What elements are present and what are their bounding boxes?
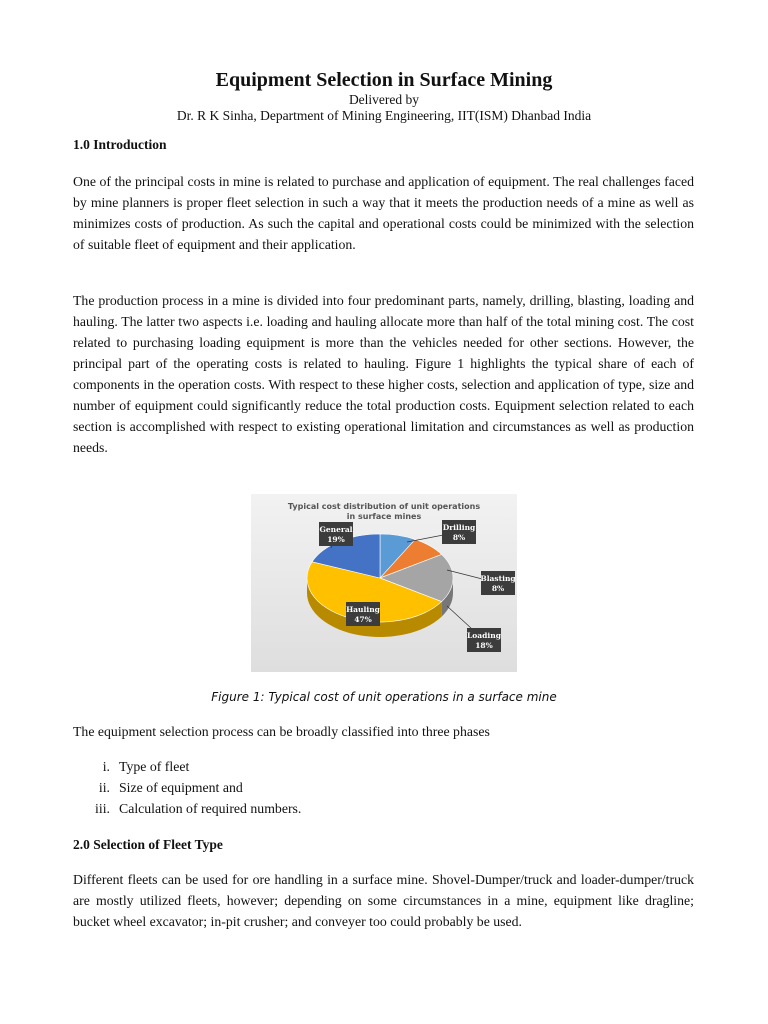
list-item-text: Size of equipment and (119, 780, 243, 795)
pie-chart (251, 494, 517, 672)
intro-paragraph-1: One of the principal costs in mine is related to purchase and application of equipment. The real challenges faced by mine planners is proper fleet selection in such a way that it meets the production needs of a mine as well as minimizes costs of production. As such the capital and operational costs could be minimized with the selection of suitable fleet of equipment and their application. (73, 174, 694, 252)
pie-label-name: General (319, 525, 353, 534)
pie-label-name: Hauling (346, 605, 380, 614)
pie-label-name: Drilling (442, 523, 476, 532)
author-line: Dr. R K Sinha, Department of Mining Engineering, IIT(ISM) Dhanbad India (176, 108, 592, 123)
intro-paragraph-2: The production process in a mine is divided into four predominant parts, namely, drilling, blasting, loading and hauling. The latter two aspects i.e. loading and hauling allocate more than half of the total mining cost. The cost related to purchasing loading equipment is more than the vehicles needed for other sections. However, the principal part of the operating costs is related to hauling. Figure 1 highlights the typical share of each of components in the operation costs. With respect to these higher costs, selection and application of type, size and number of equipment could significantly reduce the total production costs. Equipment selection related to each section is accomplished with respect to existing operational limitation and circumstances as well as production needs. (73, 293, 694, 455)
list-item (73, 756, 573, 777)
pie-label-hauling (346, 602, 381, 626)
list-item-text: Calculation of required numbers. (119, 801, 302, 816)
pie-label-blasting (447, 570, 516, 595)
phases-list (73, 756, 573, 819)
figure-caption: Figure 1: Typical cost of unit operations in a surface mine (211, 690, 557, 704)
phases-intro: The equipment selection process can be broadly classified into three phases (73, 724, 490, 739)
fleet-heading: 2.0 Selection of Fleet Type (73, 837, 223, 852)
cost-distribution-figure (251, 494, 517, 672)
pie-label-name: Loading (467, 631, 501, 640)
list-item (73, 777, 573, 798)
delivered-by: Delivered by (348, 92, 420, 107)
pie-label-value: 18% (475, 641, 493, 650)
list-item-text: Type of fleet (119, 759, 190, 774)
chart-title: Typical cost distribution of unit operations in surface mines (287, 502, 481, 521)
pie-label-value: 19% (327, 535, 345, 544)
pie-label-value: 8% (452, 533, 466, 542)
pie-label-value: 47% (354, 615, 372, 624)
intro-heading: 1.0 Introduction (73, 137, 167, 152)
pie-label-value: 8% (491, 584, 505, 593)
list-item-number: ii. (98, 780, 110, 795)
list-item (73, 798, 573, 819)
list-item-number: iii. (95, 801, 110, 816)
list-item-number: i. (102, 759, 110, 774)
document-title: Equipment Selection in Surface Mining (215, 69, 553, 91)
pie-label-name: Blasting (480, 574, 516, 583)
fleet-paragraph: Different fleets can be used for ore handling in a surface mine. Shovel-Dumper/truck and loader-dumper/truck are mostly utilized fleets, however; depending on some circumstances in a mine, equipment like dragline; bucket wheel excavator; in-pit crusher; and conveyer too could probably be used. (73, 872, 694, 929)
pie-label-general (319, 522, 353, 548)
pie-label-loading (447, 606, 502, 652)
